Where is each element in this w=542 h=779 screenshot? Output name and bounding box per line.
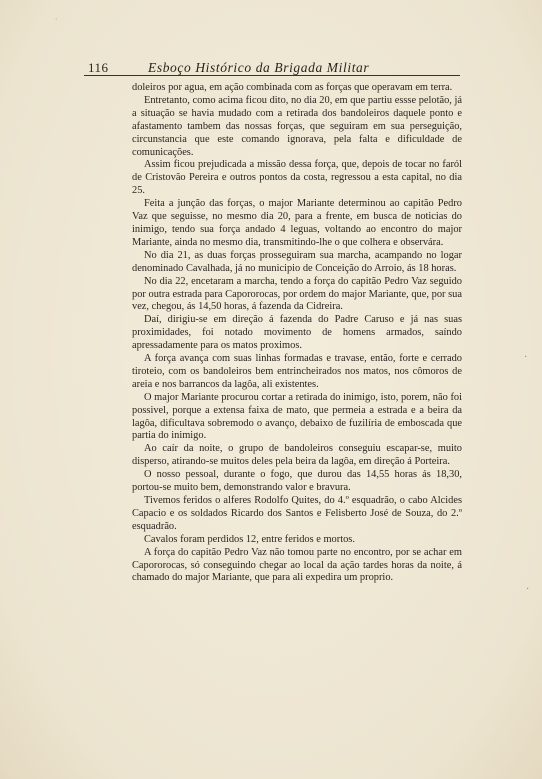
paragraph: A força avança com suas linhas formadas e travase, então, forte e cerrado tiroteio, com os bandoleiros bem entrincheirados nos matos, nos cômoros de areia e nos barrancos da lagôa, ali existentes.: [132, 353, 462, 390]
paragraph: Cavalos foram perdidos 12, entre feridos e mortos.: [144, 533, 355, 545]
paragraph: No dia 22, encetaram a marcha, tendo a força do capitão Pedro Vaz seguido por outra estrada para Capororocas, por ordem do major Mariante, que, por sua vez, chegou, ás 14,50 horas, á fazenda da Cidreira.: [132, 275, 462, 313]
paragraph: O nosso pessoal, durante o fogo, que durou das 14,55 horas ás 18,30, portou-se muito bem, demonstrando valor e bravura.: [132, 469, 462, 494]
header-rule: [84, 75, 460, 76]
paragraph: Daí, dirigiu-se em direção á fazenda do Padre Caruso e já nas suas proximidades, foi notado movimento de homens armados, saíndo apressadamente para os matos proximos.: [132, 314, 462, 352]
paragraph: Feita a junção das forças, o major Mariante determinou ao capitão Pedro Vaz que seguisse, no mesmo dia 20, para a frente, em busca de noticias do inimigo, tendo sua força andado 4 leguas, voltando ao encontro do major Mariante, ainda no mesmo dia, transmitindo-lhe o que colhera e observára.: [132, 198, 462, 248]
paragraph: Assim ficou prejudicada a missão dessa força, que, depois de tocar no faról de Cristovão Pereira e outros pontos da costa, regressou a esta capital, no dia 25.: [132, 159, 462, 197]
page-stain-mark: ⸱: [55, 14, 58, 24]
paragraph: Entretanto, como acima ficou dito, no dia 20, em que partiu essse pelotão, já a situação se havia mudado com a retirada dos bandoleiros daquele ponto e afastamento tambem das nossas forças, que seguiram em sua perseguição, circunstancia que este comando ignorava, pela falta e dificuldade de comunicações.: [132, 94, 462, 158]
body-text: [132, 82, 462, 585]
paragraph: Ao caír da noite, o grupo de bandoleiros conseguiu escapar-se, muito disperso, atirando-se muitos deles pela beira da lagôa, em direção á Porteira.: [132, 443, 462, 468]
paragraph: Tivemos feridos o alferes Rodolfo Quites, do 4.º esquadrão, o cabo Alcides Capacio e os soldados Ricardo dos Santos e Felisberto José de Souza, do 2.º esquadrão.: [132, 495, 462, 532]
running-title: Esboço Histórico da Brigada Militar: [148, 60, 370, 75]
margin-mark: ·: [526, 584, 530, 595]
margin-mark: ·: [524, 352, 528, 363]
page-number: 116: [88, 60, 109, 75]
paragraph: No dia 21, as duas forças prosseguiram sua marcha, acampando no logar denominado Cavalhada, já no municipio de Conceição do Arroio, ás 18 horas.: [132, 249, 462, 274]
paragraph: A força do capitão Pedro Vaz não tomou parte no encontro, por se achar em Capororocas, só conseguindo chegar ao local da ação tardes horas da noite, á chamado do major Mariante, que para ali expedira um proprio.: [132, 546, 462, 584]
paragraph: O major Mariante procurou cortar a retirada do inimigo, isto, porem, não foi possivel, porque a extensa faixa de mato, que permeia a estrada e a beira da lagôa, dificultava sobremodo o avanço, debaixo de fuzilíria de emboscada que partia do inimigo.: [132, 391, 462, 442]
paragraph: doleiros por agua, em ação combinada com as forças que operavam em terra.: [132, 82, 453, 93]
